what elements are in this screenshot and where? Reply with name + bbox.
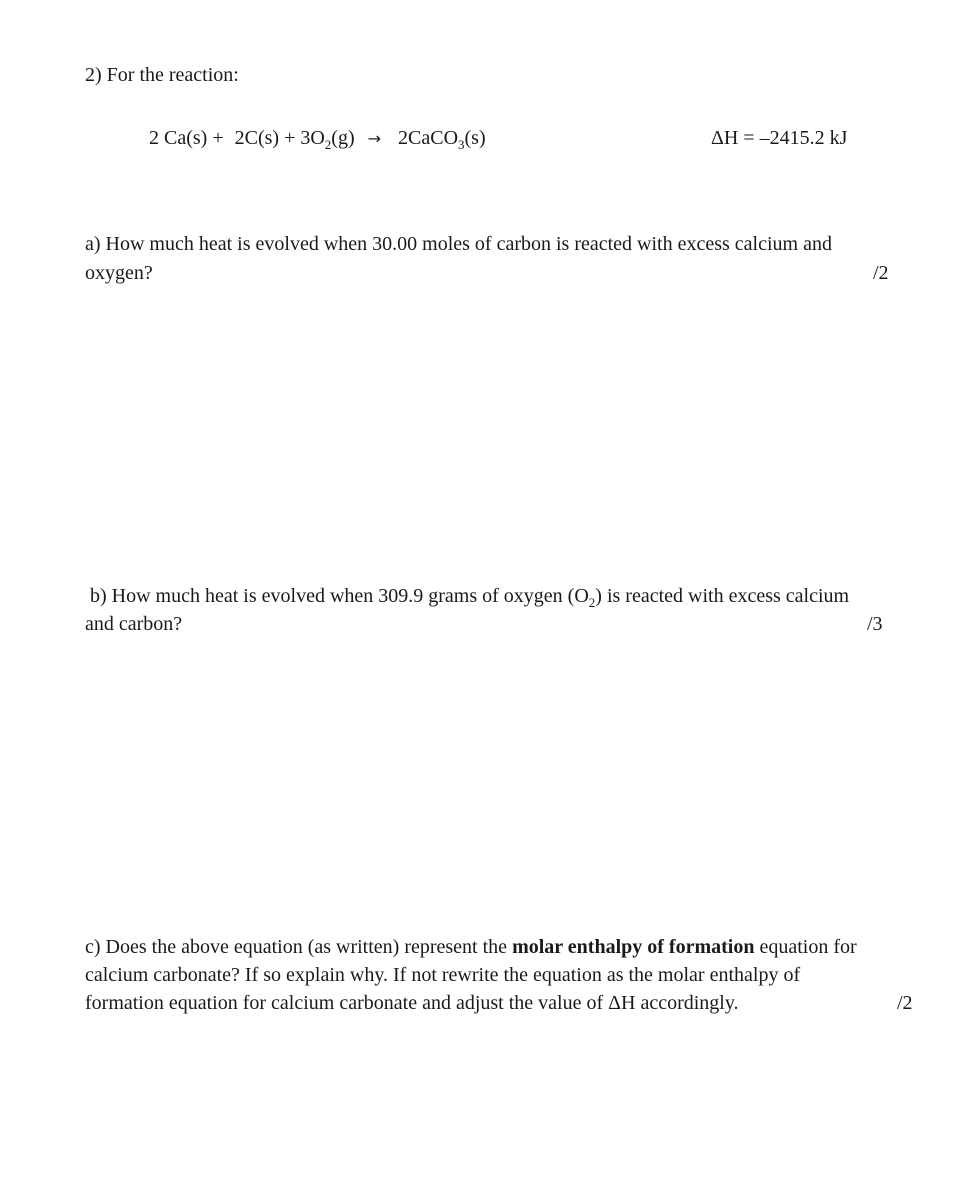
reactant-calcium: 2 Ca(s) + [149, 127, 224, 149]
part-a-line2: oxygen? [85, 262, 153, 284]
question-heading: 2) For the reaction: [85, 64, 239, 86]
part-b-line2: and carbon? [85, 613, 183, 635]
part-a-line1: a) How much heat is evolved when 30.00 moles of carbon is reacted with excess calcium and [85, 233, 832, 255]
part-b-line1: b) How much heat is evolved when 309.9 grams of oxygen $(O_2)$ is reacted with excess calcium [90, 585, 850, 610]
reactant-carbon-oxygen: $2C(s) + 3O_2(g)$ [234, 127, 355, 152]
part-c-line1: c) Does the above equation (as written) represent the molar enthalpy of formation equation for [85, 936, 857, 958]
product-calcium-carbonate: 2CaCO$_3$(s) [398, 127, 486, 152]
part-a-marks: /2 [873, 262, 889, 284]
part-c-line3: formation equation for calcium carbonate and adjust the value of ΔH accordingly. [85, 992, 739, 1014]
reaction-equation [149, 124, 486, 153]
reaction-arrow-icon: → [367, 129, 382, 148]
part-c-marks: /2 [897, 992, 913, 1014]
molar-enthalpy-emphasis: molar enthalpy of formation [512, 936, 755, 958]
part-b-marks: /3 [867, 613, 883, 635]
enthalpy-change: ΔH = –2415.2 kJ [711, 127, 848, 149]
part-c-line2: calcium carbonate? If so explain why. If not rewrite the equation as the molar enthalpy of [85, 964, 801, 986]
